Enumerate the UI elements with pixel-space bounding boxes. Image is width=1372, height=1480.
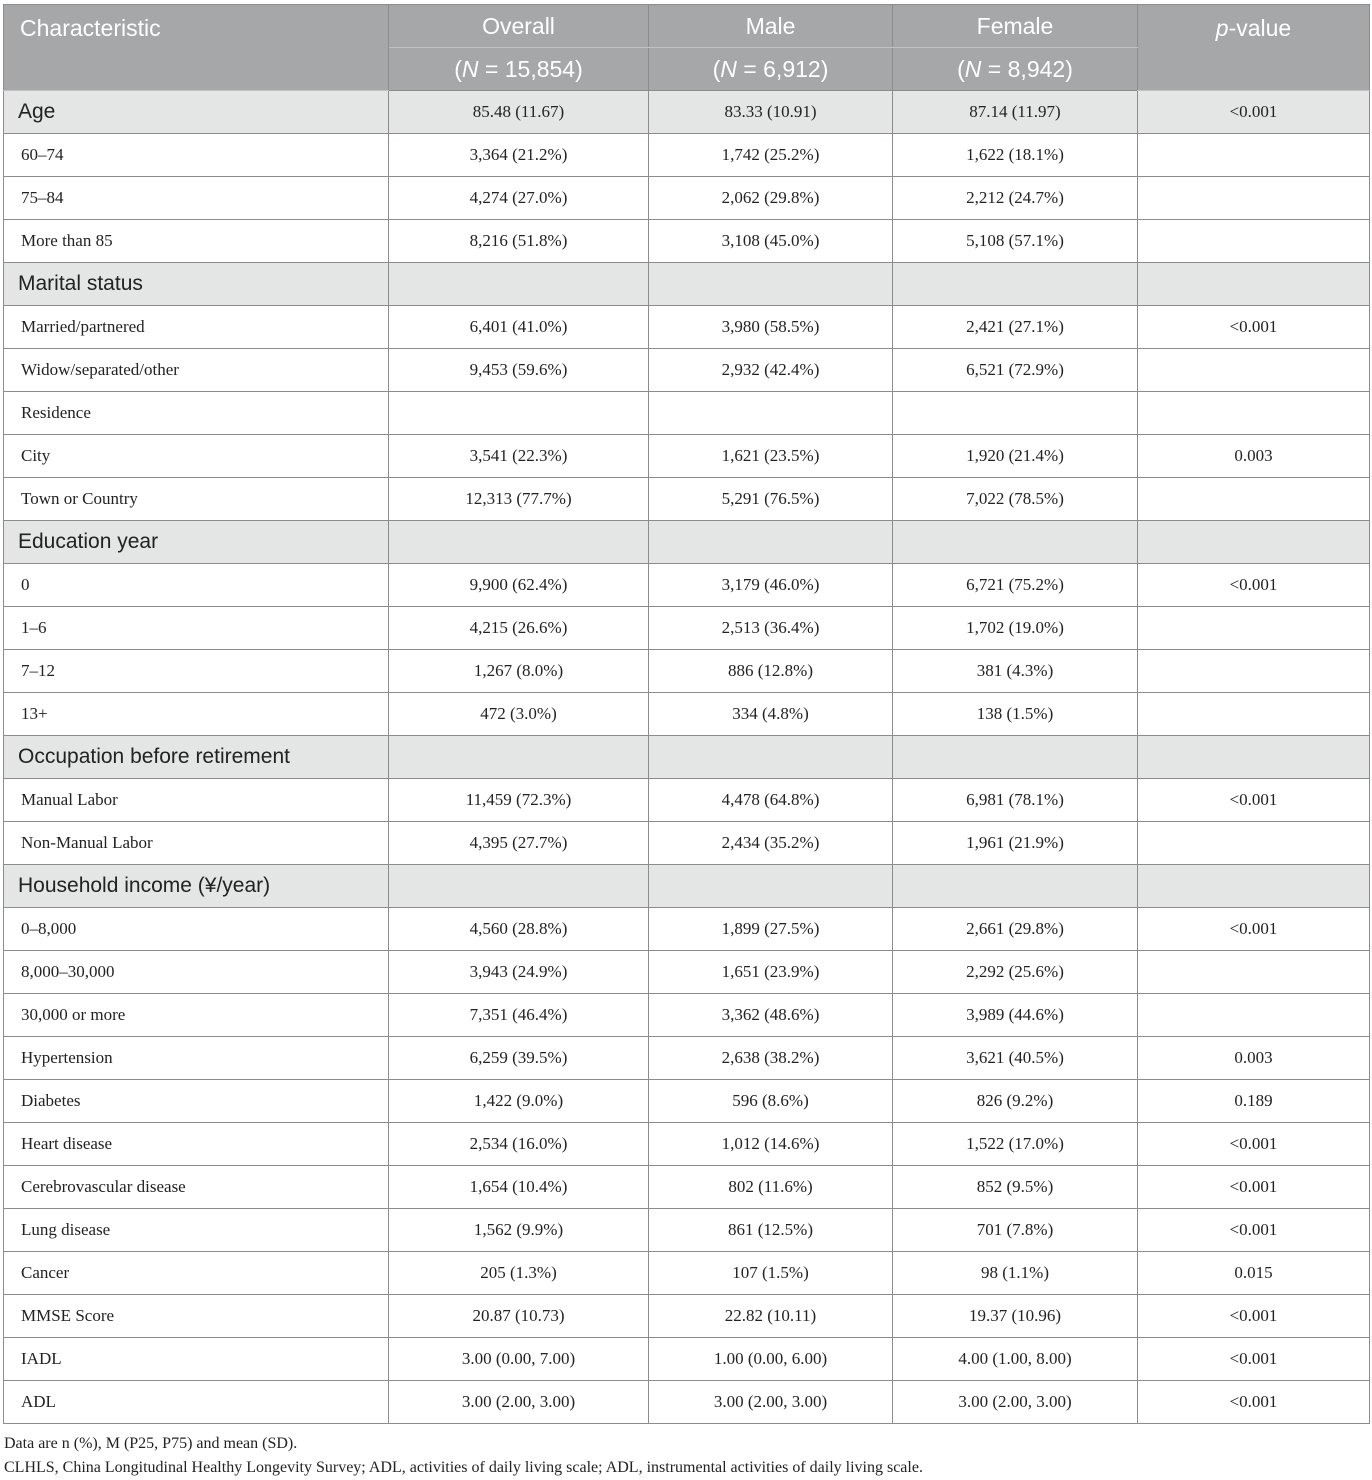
cell-overall: 7,351 (46.4%) (389, 994, 649, 1037)
cell-p (1138, 650, 1370, 693)
cell-female: 1,522 (17.0%) (893, 1123, 1138, 1166)
cell-overall: 20.87 (10.73) (389, 1295, 649, 1338)
row-label: 8,000–30,000 (4, 951, 389, 994)
cell-male: 2,513 (36.4%) (649, 607, 893, 650)
cell-overall: 1,562 (9.9%) (389, 1209, 649, 1252)
cell-overall: 4,215 (26.6%) (389, 607, 649, 650)
table-body (4, 91, 1370, 1424)
cell-p: <0.001 (1138, 306, 1370, 349)
female-n-value: = 8,942) (981, 55, 1073, 82)
header-row-1 (4, 5, 1370, 48)
row-label: Residence (4, 392, 389, 435)
cell-p: <0.001 (1138, 91, 1370, 134)
cell-p (1138, 865, 1370, 908)
n-symbol: N (720, 55, 737, 82)
header-overall-n: (N = 15,854) (389, 48, 649, 91)
overall-n-value: = 15,854) (478, 55, 583, 82)
cell-female: 381 (4.3%) (893, 650, 1138, 693)
row-label: Diabetes (4, 1080, 389, 1123)
cell-p (1138, 994, 1370, 1037)
cell-p: 0.015 (1138, 1252, 1370, 1295)
cell-male (649, 521, 893, 564)
table-row (4, 650, 1370, 693)
table-container (3, 4, 1369, 1480)
row-label: 7–12 (4, 650, 389, 693)
table-row (4, 1381, 1370, 1424)
cell-male (649, 865, 893, 908)
cell-female: 826 (9.2%) (893, 1080, 1138, 1123)
cell-p (1138, 263, 1370, 306)
cell-p (1138, 349, 1370, 392)
p-label: -value (1228, 15, 1292, 41)
row-label: Cerebrovascular disease (4, 1166, 389, 1209)
cell-male (649, 736, 893, 779)
cell-female: 1,961 (21.9%) (893, 822, 1138, 865)
table-row (4, 1123, 1370, 1166)
cell-female: 7,022 (78.5%) (893, 478, 1138, 521)
header-female: Female (893, 5, 1138, 48)
cell-p (1138, 951, 1370, 994)
cell-female: 5,108 (57.1%) (893, 220, 1138, 263)
cell-p: 0.003 (1138, 435, 1370, 478)
cell-male: 802 (11.6%) (649, 1166, 893, 1209)
cell-p: <0.001 (1138, 1338, 1370, 1381)
row-label: Non-Manual Labor (4, 822, 389, 865)
table-header (4, 5, 1370, 91)
section-row (4, 736, 1370, 779)
header-male: Male (649, 5, 893, 48)
cell-p (1138, 607, 1370, 650)
cell-overall: 3.00 (2.00, 3.00) (389, 1381, 649, 1424)
cell-female: 87.14 (11.97) (893, 91, 1138, 134)
row-label: Married/partnered (4, 306, 389, 349)
cell-female: 1,920 (21.4%) (893, 435, 1138, 478)
cell-male (649, 392, 893, 435)
cell-male: 1.00 (0.00, 6.00) (649, 1338, 893, 1381)
row-label: Age (4, 91, 389, 134)
row-label: Lung disease (4, 1209, 389, 1252)
cell-p: 0.189 (1138, 1080, 1370, 1123)
row-label: 0 (4, 564, 389, 607)
cell-male: 1,742 (25.2%) (649, 134, 893, 177)
row-label: 30,000 or more (4, 994, 389, 1037)
cell-male: 2,638 (38.2%) (649, 1037, 893, 1080)
table-row (4, 220, 1370, 263)
cell-male: 2,062 (29.8%) (649, 177, 893, 220)
cell-overall: 11,459 (72.3%) (389, 779, 649, 822)
n-symbol: N (461, 55, 479, 82)
cell-male (649, 263, 893, 306)
table-row (4, 1295, 1370, 1338)
cell-female: 1,622 (18.1%) (893, 134, 1138, 177)
header-male-n: (N = 6,912) (649, 48, 893, 91)
cell-male: 596 (8.6%) (649, 1080, 893, 1123)
row-label: Widow/separated/other (4, 349, 389, 392)
male-n-value: = 6,912) (736, 55, 829, 82)
cell-male: 1,012 (14.6%) (649, 1123, 893, 1166)
cell-male: 2,932 (42.4%) (649, 349, 893, 392)
cell-male: 5,291 (76.5%) (649, 478, 893, 521)
cell-p (1138, 521, 1370, 564)
row-label: Occupation before retirement (4, 736, 389, 779)
cell-overall: 1,654 (10.4%) (389, 1166, 649, 1209)
table-row (4, 478, 1370, 521)
cell-overall: 4,560 (28.8%) (389, 908, 649, 951)
cell-overall (389, 263, 649, 306)
cell-overall (389, 865, 649, 908)
cell-female (893, 521, 1138, 564)
cell-overall: 6,401 (41.0%) (389, 306, 649, 349)
cell-male: 22.82 (10.11) (649, 1295, 893, 1338)
row-label: 0–8,000 (4, 908, 389, 951)
cell-overall: 12,313 (77.7%) (389, 478, 649, 521)
cell-male: 886 (12.8%) (649, 650, 893, 693)
cell-overall: 3,541 (22.3%) (389, 435, 649, 478)
cell-male: 4,478 (64.8%) (649, 779, 893, 822)
table-row (4, 779, 1370, 822)
cell-overall: 1,267 (8.0%) (389, 650, 649, 693)
cell-female: 138 (1.5%) (893, 693, 1138, 736)
cell-p: <0.001 (1138, 779, 1370, 822)
cell-p: <0.001 (1138, 1123, 1370, 1166)
header-p-value (1138, 5, 1370, 91)
cell-p: 0.003 (1138, 1037, 1370, 1080)
table-row (4, 951, 1370, 994)
cell-p (1138, 478, 1370, 521)
row-label: 1–6 (4, 607, 389, 650)
row-label: Marital status (4, 263, 389, 306)
table-row (4, 1037, 1370, 1080)
table-row (4, 1338, 1370, 1381)
p-symbol: p (1215, 15, 1229, 41)
cell-male: 861 (12.5%) (649, 1209, 893, 1252)
cell-female: 19.37 (10.96) (893, 1295, 1138, 1338)
header-characteristic: Characteristic (4, 5, 389, 91)
cell-overall: 4,395 (27.7%) (389, 822, 649, 865)
row-label: Hypertension (4, 1037, 389, 1080)
cell-overall (389, 521, 649, 564)
cell-female: 2,421 (27.1%) (893, 306, 1138, 349)
cell-male: 1,899 (27.5%) (649, 908, 893, 951)
cell-p: <0.001 (1138, 1166, 1370, 1209)
row-label: MMSE Score (4, 1295, 389, 1338)
table-row (4, 349, 1370, 392)
cell-p (1138, 392, 1370, 435)
cell-female: 701 (7.8%) (893, 1209, 1138, 1252)
section-row (4, 263, 1370, 306)
cell-male: 1,621 (23.5%) (649, 435, 893, 478)
table-footnotes (3, 1432, 1369, 1480)
cell-male: 3,980 (58.5%) (649, 306, 893, 349)
row-label: ADL (4, 1381, 389, 1424)
table-row (4, 564, 1370, 607)
row-label: IADL (4, 1338, 389, 1381)
cell-female (893, 392, 1138, 435)
cell-p (1138, 134, 1370, 177)
cell-female: 3,989 (44.6%) (893, 994, 1138, 1037)
cell-female: 6,981 (78.1%) (893, 779, 1138, 822)
cell-male: 107 (1.5%) (649, 1252, 893, 1295)
cell-female: 2,661 (29.8%) (893, 908, 1138, 951)
table-row (4, 1080, 1370, 1123)
footnote-data-description: Data are n (%), M (P25, P75) and mean (SD). (4, 1435, 298, 1452)
characteristics-table (3, 4, 1370, 1424)
table-row (4, 908, 1370, 951)
cell-female: 3.00 (2.00, 3.00) (893, 1381, 1138, 1424)
table-row (4, 435, 1370, 478)
cell-female: 1,702 (19.0%) (893, 607, 1138, 650)
cell-p: <0.001 (1138, 1295, 1370, 1338)
cell-overall: 8,216 (51.8%) (389, 220, 649, 263)
cell-overall (389, 736, 649, 779)
cell-female: 2,212 (24.7%) (893, 177, 1138, 220)
cell-female: 98 (1.1%) (893, 1252, 1138, 1295)
cell-p (1138, 693, 1370, 736)
cell-p: <0.001 (1138, 1381, 1370, 1424)
n-symbol: N (964, 55, 982, 82)
cell-p: <0.001 (1138, 564, 1370, 607)
table-row (4, 177, 1370, 220)
cell-overall: 85.48 (11.67) (389, 91, 649, 134)
table-row (4, 693, 1370, 736)
cell-female: 6,521 (72.9%) (893, 349, 1138, 392)
header-overall: Overall (389, 5, 649, 48)
cell-p (1138, 736, 1370, 779)
row-label: 60–74 (4, 134, 389, 177)
table-row (4, 134, 1370, 177)
row-label: Town or Country (4, 478, 389, 521)
cell-overall: 9,453 (59.6%) (389, 349, 649, 392)
cell-female: 852 (9.5%) (893, 1166, 1138, 1209)
cell-overall: 205 (1.3%) (389, 1252, 649, 1295)
row-label: More than 85 (4, 220, 389, 263)
cell-female (893, 865, 1138, 908)
row-label: Household income (¥/year) (4, 865, 389, 908)
cell-male: 3,362 (48.6%) (649, 994, 893, 1037)
cell-overall: 9,900 (62.4%) (389, 564, 649, 607)
table-row (4, 392, 1370, 435)
cell-female: 3,621 (40.5%) (893, 1037, 1138, 1080)
cell-male: 3,108 (45.0%) (649, 220, 893, 263)
table-row (4, 1166, 1370, 1209)
cell-male: 2,434 (35.2%) (649, 822, 893, 865)
cell-overall: 3,364 (21.2%) (389, 134, 649, 177)
section-row (4, 865, 1370, 908)
cell-overall: 1,422 (9.0%) (389, 1080, 649, 1123)
footnote-abbreviations: CLHLS, China Longitudinal Healthy Longevity Survey; ADL, activities of daily living scale; ADL, instrumental activities of daily living scale. (4, 1459, 923, 1476)
cell-female: 6,721 (75.2%) (893, 564, 1138, 607)
table-row (4, 994, 1370, 1037)
table-row (4, 607, 1370, 650)
cell-male: 83.33 (10.91) (649, 91, 893, 134)
cell-overall: 6,259 (39.5%) (389, 1037, 649, 1080)
cell-overall: 4,274 (27.0%) (389, 177, 649, 220)
cell-female: 4.00 (1.00, 8.00) (893, 1338, 1138, 1381)
cell-female (893, 263, 1138, 306)
cell-p (1138, 220, 1370, 263)
cell-male: 334 (4.8%) (649, 693, 893, 736)
cell-female: 2,292 (25.6%) (893, 951, 1138, 994)
row-label: Cancer (4, 1252, 389, 1295)
header-female-n: (N = 8,942) (893, 48, 1138, 91)
row-label: 75–84 (4, 177, 389, 220)
cell-male: 1,651 (23.9%) (649, 951, 893, 994)
cell-overall: 3.00 (0.00, 7.00) (389, 1338, 649, 1381)
section-row (4, 521, 1370, 564)
cell-p (1138, 177, 1370, 220)
row-label: City (4, 435, 389, 478)
cell-male: 3.00 (2.00, 3.00) (649, 1381, 893, 1424)
row-label: Heart disease (4, 1123, 389, 1166)
cell-p: <0.001 (1138, 908, 1370, 951)
cell-overall (389, 392, 649, 435)
cell-overall: 2,534 (16.0%) (389, 1123, 649, 1166)
section-row (4, 91, 1370, 134)
cell-p: <0.001 (1138, 1209, 1370, 1252)
cell-overall: 3,943 (24.9%) (389, 951, 649, 994)
table-row (4, 822, 1370, 865)
cell-male: 3,179 (46.0%) (649, 564, 893, 607)
table-row (4, 306, 1370, 349)
table-row (4, 1252, 1370, 1295)
cell-female (893, 736, 1138, 779)
table-row (4, 1209, 1370, 1252)
row-label: 13+ (4, 693, 389, 736)
row-label: Manual Labor (4, 779, 389, 822)
cell-p (1138, 822, 1370, 865)
row-label: Education year (4, 521, 389, 564)
cell-overall: 472 (3.0%) (389, 693, 649, 736)
